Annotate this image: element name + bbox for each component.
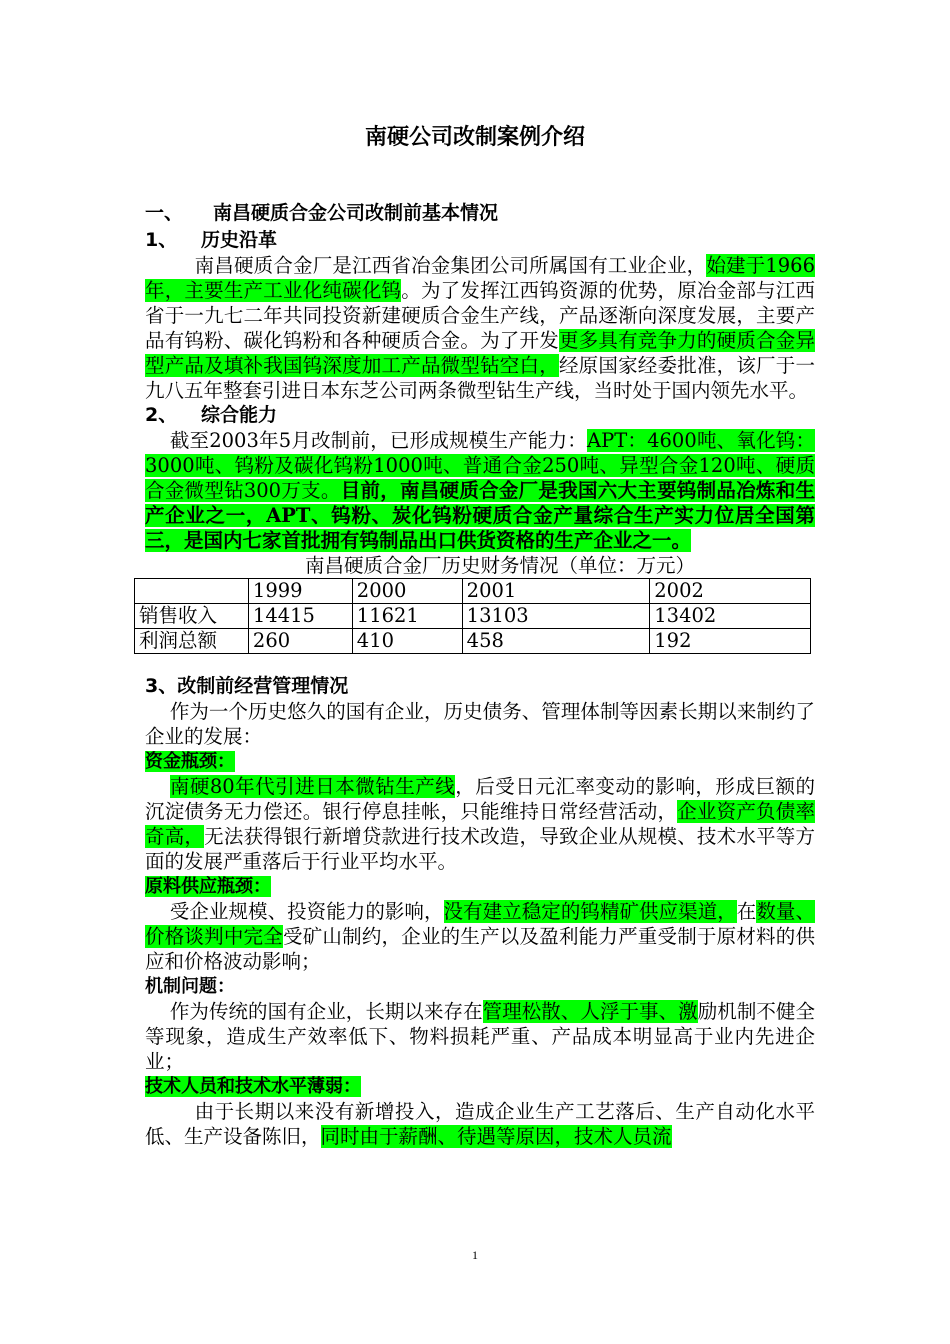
highlighted-label: 资金瓶颈： [145, 751, 235, 772]
highlighted-text: 同时由于薪酬、待遇等原因，技术人员流 [320, 1125, 672, 1148]
subsection-heading-management [145, 674, 815, 699]
table-header-row [135, 579, 811, 604]
management-intro-paragraph: 作为一个历史悠久的国有企业，历史债务、管理体制等因素长期以来制约了企业的发展： [145, 700, 815, 748]
mechanism-paragraph [145, 999, 815, 1074]
highlighted-text: 没有建立稳定的钨精矿供应渠道， [443, 900, 737, 923]
table-cell: 410 [352, 629, 462, 654]
subsection-title: 综合能力 [201, 404, 278, 426]
text-run: 截至2003年5月改制前，已形成规模生产能力： [169, 429, 587, 452]
section-heading-1 [145, 198, 815, 228]
text-run: 励机制不健全等现象，造成生产效率低下、物料损耗严重、产品成本明显高于业内先进企业； [145, 1000, 815, 1073]
section-title: 南昌硬质合金公司改制前基本情况 [213, 202, 499, 224]
document-title: 南硬公司改制案例介绍 [364, 125, 585, 150]
table-cell: 利润总额 [135, 629, 249, 654]
subsection-number: 1、 [145, 229, 178, 251]
subsection-number: 2、 [145, 404, 178, 426]
text-run: 受矿山制约，企业的生产以及盈利能力严重受制于原材料的供应和价格波动影响； [145, 925, 815, 973]
subsection-heading-capacity [145, 403, 815, 428]
table-row [135, 629, 811, 654]
highlighted-text: 更多具有竞争力的硬质合金异型产品及填补我国钨深度加工产品微型钻空白， [145, 329, 815, 377]
text-run: 在 [736, 900, 757, 923]
subsection-title: 历史沿革 [201, 229, 278, 251]
table-cell: 销售收入 [135, 604, 249, 629]
text-run: 南昌硬质合金厂是江西省冶金集团公司所属国有工业企业， [194, 254, 707, 277]
table-cell: 11621 [352, 604, 462, 629]
highlighted-bold-text: 目前，南昌硬质合金厂是我国六大主要钨制品冶炼和生产企业之一，APT、钨粉、炭化钨粉硬质合金产量综合生产实力位居全国第三，是国内七家首批拥有钨制品出口供货资格的生产企业之一。 [145, 479, 815, 552]
table-cell: 260 [248, 629, 352, 654]
table-cell [135, 579, 249, 604]
capital-paragraph [145, 774, 815, 874]
text-run: 无法获得银行新增贷款进行技术改造，导致企业从规模、技术水平等方面的发展严重落后于行业平均水平。 [145, 825, 815, 873]
page-number: 1 [472, 1248, 478, 1262]
financial-table [134, 578, 811, 654]
highlighted-text: 南硬80年代引进日本微钻生产线 [169, 775, 456, 798]
table-cell: 2000 [352, 579, 462, 604]
text-run: 。为了发挥江西钨资源的优势，原冶金部与江西省于一九七二年共同投资新建硬质合金生产线，产品逐渐向深度发展，主要产品有钨粉、碳化钨粉和各种硬质合金。为了开发 [145, 279, 815, 352]
raw-material-paragraph [145, 899, 815, 974]
raw-material-label [145, 874, 815, 899]
table-cell: 2002 [650, 579, 811, 604]
table-cell: 458 [462, 629, 650, 654]
history-paragraph [145, 253, 815, 403]
subsection-heading-history [145, 228, 815, 253]
capacity-paragraph [145, 428, 815, 553]
table-cell: 14415 [248, 604, 352, 629]
tech-staff-label [145, 1074, 815, 1099]
table-cell: 13402 [650, 604, 811, 629]
capital-bottleneck-label [145, 749, 815, 774]
table-cell: 2001 [462, 579, 650, 604]
highlighted-label: 技术人员和技术水平薄弱： [145, 1076, 361, 1097]
highlighted-text: 企业资产负债率奇高， [145, 800, 815, 848]
mechanism-label: 机制问题： [145, 976, 235, 997]
table-row [135, 604, 811, 629]
section-number: 一、 [145, 202, 184, 224]
text-run: ，后受日元汇率变动的影响，形成巨额的沉淀债务无力偿还。银行停息挂帐，只能维持日常经营活动， [145, 775, 815, 823]
highlighted-label: 原料供应瓶颈： [145, 876, 271, 897]
tech-paragraph [145, 1099, 815, 1149]
highlighted-text: APT：4600吨、氧化钨：3000吨、钨粉及碳化钨粉1000吨、普通合金250吨、异型合金120吨、硬质合金微型钻300万支。 [145, 429, 815, 502]
highlighted-text: 数量、价格谈判中完全 [145, 900, 815, 948]
text-run: 受企业规模、投资能力的影响， [169, 900, 444, 923]
text-run: 由于长期以来没有新增投入，造成企业生产工艺落后、生产自动化水平低、生产设备陈旧， [145, 1100, 815, 1148]
text-run: 经原国家经委批准，该厂于一九八五年整套引进日本东芝公司两条微型钻生产线，当时处于国内领先水平。 [145, 354, 815, 402]
table-caption: 南昌硬质合金厂历史财务情况（单位：万元） [304, 554, 695, 577]
highlighted-text: 始建于1966年，主要生产工业化纯碳化钨 [145, 254, 815, 302]
subsection-title: 3、改制前经营管理情况 [145, 675, 349, 697]
table-cell: 13103 [462, 604, 650, 629]
document-body [139, 198, 815, 1149]
table-cell: 192 [650, 629, 811, 654]
text-run: 作为传统的国有企业，长期以来存在 [169, 1000, 483, 1023]
table-cell: 1999 [248, 579, 352, 604]
highlighted-text: 管理松散、人浮于事、激 [482, 1000, 698, 1023]
spacer [145, 654, 815, 674]
